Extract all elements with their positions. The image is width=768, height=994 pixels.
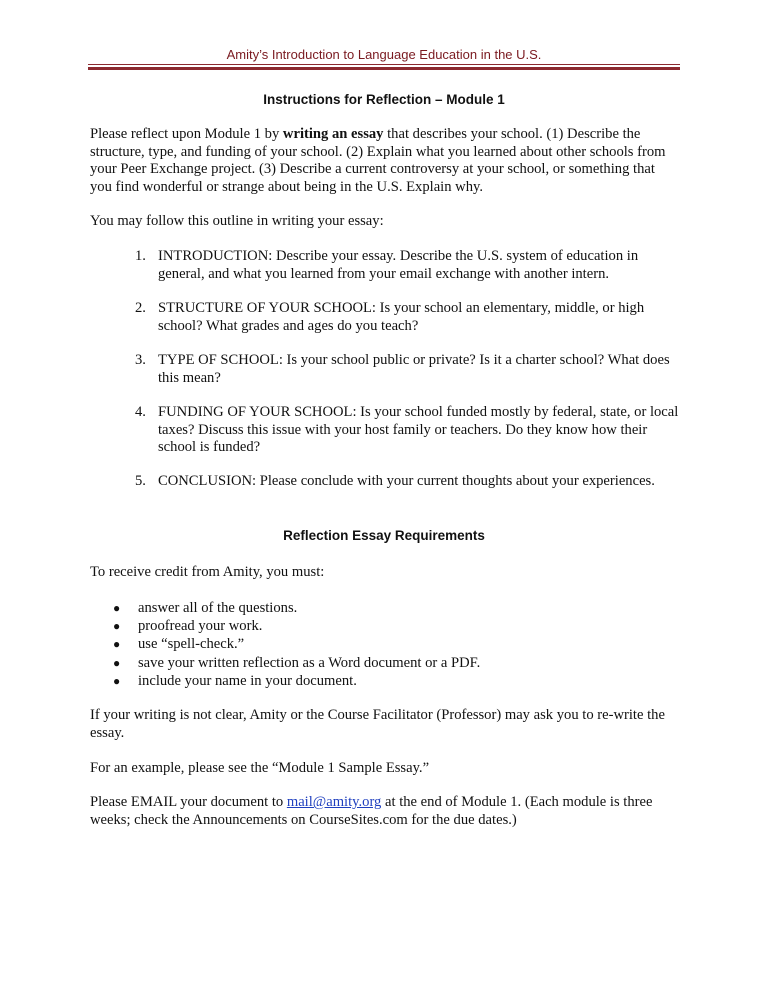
outline-item-text: TYPE OF SCHOOL: Is your school public or private? Is it a charter school? What does this mean? xyxy=(158,352,670,386)
outline-item-number: 5. xyxy=(135,473,146,489)
outline-item xyxy=(135,248,680,283)
requirement-text: use “spell-check.” xyxy=(138,636,245,653)
outline-item-text: FUNDING OF YOUR SCHOOL: Is your school funded mostly by federal, state, or local taxes? Discuss this issue with your host family or teachers. Do they know how their school is funded? xyxy=(158,404,679,455)
intro-bold-phrase: writing an essay xyxy=(282,126,384,142)
requirements-heading: Reflection Essay Requirements xyxy=(283,528,485,543)
instructions-heading: Instructions for Reflection – Module 1 xyxy=(263,92,505,107)
header-rule-thick xyxy=(88,67,680,70)
credit-intro: To receive credit from Amity, you must: xyxy=(90,564,325,580)
outline-item-text: CONCLUSION: Please conclude with your current thoughts about your experiences. xyxy=(158,473,655,489)
outline-item-number: 1. xyxy=(135,248,146,264)
intro-prefix: Please reflect upon Module 1 by xyxy=(90,126,283,142)
outline-item-number: 2. xyxy=(135,300,146,316)
outline-item xyxy=(135,300,680,335)
email-link[interactable]: mail@amity.org xyxy=(286,794,382,810)
requirement-item xyxy=(113,617,673,635)
intro-suffix: that describes your school. (1) Describe the structure, type, and funding of your school. (2) Explain what you learned about other schools from your Peer Exchange project. (3) Describe a current controversy at your school, or something that you find wonderful or strange about being in the U.S. Explain why. xyxy=(90,126,666,195)
outline-item-number: 4. xyxy=(135,404,146,420)
bullet-icon: ● xyxy=(113,601,121,615)
bullet-icon: ● xyxy=(113,619,121,634)
outline-item xyxy=(135,352,680,387)
email-prefix: Please EMAIL your document to xyxy=(90,794,287,810)
outline-item-text: STRUCTURE OF YOUR SCHOOL: Is your school an elementary, middle, or high school? What grades and ages do you teach? xyxy=(158,300,645,334)
header-rule-thin xyxy=(88,64,680,65)
intro-paragraph xyxy=(90,126,680,196)
bullet-icon: ● xyxy=(113,673,121,688)
email-paragraph xyxy=(90,794,680,829)
requirements-list xyxy=(113,599,673,690)
outline-intro: You may follow this outline in writing your essay: xyxy=(90,213,384,229)
outline-item xyxy=(135,404,680,457)
requirement-text: proofread your work. xyxy=(138,618,263,635)
email-suffix: at the end of Module 1. (Each module is three weeks; check the Announcements on CourseSites.com for the due dates.) xyxy=(90,794,653,828)
document-header-title: Amity’s Introduction to Language Education in the U.S. xyxy=(226,47,542,62)
bullet-icon: ● xyxy=(113,655,121,670)
outline-item-text: INTRODUCTION: Describe your essay. Describe the U.S. system of education in general, and what you learned from your email exchange with another intern. xyxy=(158,248,639,282)
example-note: For an example, please see the “Module 1 Sample Essay.” xyxy=(90,760,430,776)
requirement-item xyxy=(113,635,673,653)
outline-item xyxy=(135,473,680,491)
requirement-item xyxy=(113,599,673,617)
requirement-item xyxy=(113,654,673,672)
rewrite-note: If your writing is not clear, Amity or the Course Facilitator (Professor) may ask you to re-write the essay. xyxy=(90,707,665,741)
requirement-text: save your written reflection as a Word document or a PDF. xyxy=(138,654,481,671)
bullet-icon: ● xyxy=(113,637,121,652)
requirement-text: answer all of the questions. xyxy=(138,600,298,616)
requirement-item xyxy=(113,672,673,690)
requirement-text: include your name in your document. xyxy=(138,672,357,689)
outline-item-number: 3. xyxy=(135,352,146,368)
